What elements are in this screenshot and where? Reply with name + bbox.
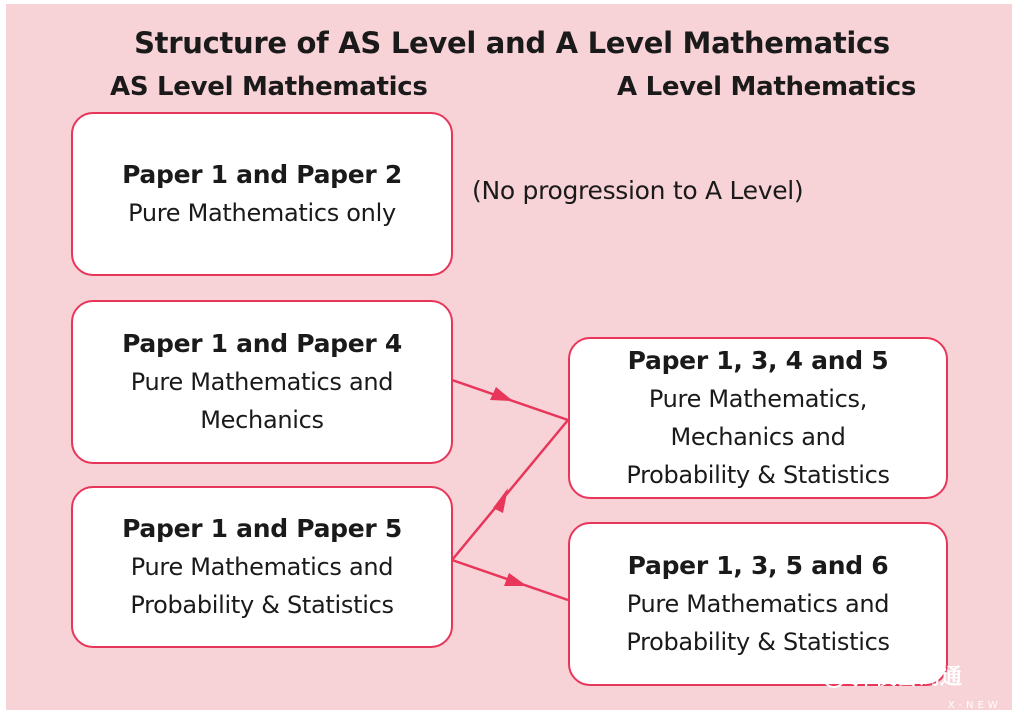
a-level-heading: A Level Mathematics [617, 72, 917, 102]
arrow-p5-to-a1 [452, 420, 568, 560]
box-heading: Paper 1 and Paper 5 [122, 514, 402, 543]
box-heading: Paper 1, 3, 5 and 6 [627, 551, 889, 580]
box-line: Mechanics and [670, 423, 846, 451]
box-line: Pure Mathematics only [128, 199, 396, 227]
wechat-icon [812, 661, 846, 691]
box-line: Probability & Statistics [130, 591, 394, 619]
box-line: Pure Mathematics and [626, 590, 890, 618]
as-option-paper-1-4 [71, 300, 453, 464]
box-heading: Paper 1, 3, 4 and 5 [627, 346, 889, 375]
box-line: Probability & Statistics [626, 461, 890, 489]
arrowhead-p5-to-a2 [504, 573, 527, 586]
box-heading: Paper 1 and Paper 4 [122, 329, 402, 358]
arrowhead-p4-to-a1 [490, 387, 513, 401]
watermark [812, 660, 962, 691]
box-line: Mechanics [200, 406, 324, 434]
box-line: Probability & Statistics [626, 628, 890, 656]
as-option-paper-1-5 [71, 486, 453, 648]
watermark-text: 择校密码通 [852, 665, 963, 690]
no-progression-note: (No progression to A Level) [472, 176, 804, 205]
box-heading: Paper 1 and Paper 2 [122, 160, 402, 189]
diagram-title: Structure of AS Level and A Level Mathematics [134, 26, 890, 60]
box-line: Pure Mathematics, [648, 385, 868, 413]
watermark-subtext: X-NEW [948, 700, 1002, 711]
box-line: Pure Mathematics and [130, 368, 394, 396]
box-line: Pure Mathematics and [130, 553, 394, 581]
as-option-paper-1-2 [71, 112, 453, 276]
a-option-paper-1-3-4-5 [568, 337, 948, 499]
as-level-heading: AS Level Mathematics [110, 72, 428, 102]
